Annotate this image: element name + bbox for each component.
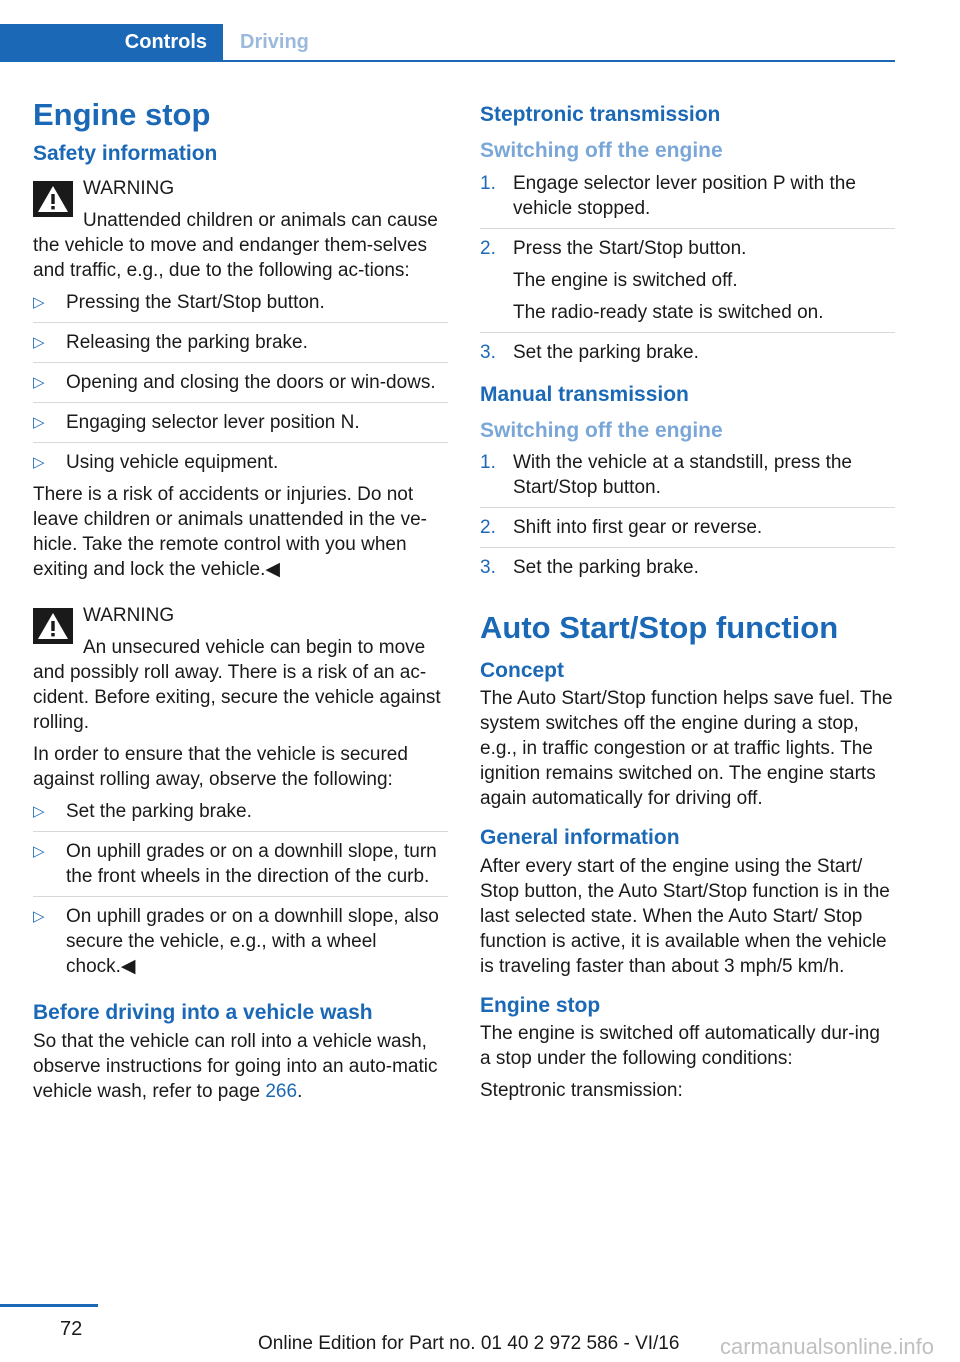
watermark: carmanualsonline.info bbox=[719, 1334, 934, 1359]
warning-text: An unsecured vehicle can begin to move and possibly roll away. There is a risk of an ac-cident. Before exiting, secure the vehicle against rolling. bbox=[33, 637, 441, 734]
warning-text: Unattended children or animals can cause the vehicle to move and endanger them-selves and traffic, e.g., due to the following ac-tions: bbox=[33, 210, 438, 282]
triangle-bullet-icon: ▷ bbox=[33, 374, 45, 392]
general-info-text: After every start of the engine using the Start/ Stop button, the Auto Start/Stop function is in the last selected state. When the Auto Start/ Stop function is active, it is available when the vehicle is traveling faster than about 3 mph/5 km/h. bbox=[480, 855, 890, 977]
right-column bbox=[480, 102, 895, 1103]
list-item: ▷ Pressing the Start/Stop button. bbox=[33, 290, 448, 323]
page-title: Engine stop bbox=[33, 97, 211, 132]
warning-triangle-icon bbox=[33, 181, 73, 217]
tab-controls[interactable]: Controls bbox=[0, 24, 223, 60]
page-number: 72 bbox=[60, 1318, 83, 1340]
list-item: 2. Shift into first gear or reverse. bbox=[480, 515, 895, 548]
list-item: ▷ Releasing the parking brake. bbox=[33, 330, 448, 363]
page-reference-link[interactable]: 266 bbox=[265, 1080, 298, 1102]
triangle-bullet-icon: ▷ bbox=[33, 294, 45, 312]
warning-block-2 bbox=[33, 602, 448, 735]
warning-list-2 bbox=[33, 799, 448, 986]
list-item: ▷ On uphill grades or on a downhill slope, also secure the vehicle, e.g., with a wheel chock.◀ bbox=[33, 906, 439, 978]
left-column bbox=[33, 96, 448, 1104]
list-item: 3. Set the parking brake. bbox=[480, 341, 699, 363]
triangle-bullet-icon: ▷ bbox=[33, 334, 45, 352]
triangle-bullet-icon: ▷ bbox=[33, 908, 45, 926]
list-item: 3. Set the parking brake. bbox=[480, 557, 699, 578]
concept-text: The Auto Start/Stop function helps save fuel. The system switches off the engine during a stop, e.g., in traffic congestion or at traffic lights. The ignition remains switched on. The engine starts again automatically for driving off. bbox=[480, 688, 893, 810]
auto-start-stop-title: Auto Start/Stop function bbox=[480, 610, 839, 645]
general-info-heading: General information bbox=[480, 826, 680, 850]
list-item: 2. Press the Start/Stop button. The engine is switched off. The radio-ready state is switched on. bbox=[480, 236, 895, 333]
triangle-bullet-icon: ▷ bbox=[33, 414, 45, 432]
list-item: ▷ On uphill grades or on a downhill slope, turn the front wheels in the direction of the curb. bbox=[33, 839, 448, 897]
triangle-bullet-icon: ▷ bbox=[33, 454, 45, 472]
warning-consequence: There is a risk of accidents or injuries. Do not leave children or animals unattended in the ve-hicle. Take the remote control with you when exiting and lock the vehicle.◀ bbox=[33, 484, 427, 581]
engine-stop-text: The engine is switched off automatically dur-ing a stop under the following conditions: bbox=[480, 1022, 880, 1069]
manual-heading: Manual transmission bbox=[480, 382, 689, 406]
warning-instructions: In order to ensure that the vehicle is secured against rolling away, observe the following: bbox=[33, 744, 408, 791]
safety-heading: Safety information bbox=[33, 142, 218, 166]
warning-list-1 bbox=[33, 290, 448, 475]
triangle-bullet-icon: ▷ bbox=[33, 803, 45, 821]
list-item: 1. Engage selector lever position P with the vehicle stopped. bbox=[480, 171, 895, 229]
switch-off-heading-2: Switching off the engine bbox=[480, 418, 723, 442]
edition-text: Online Edition for Part no. 01 40 2 972 586 - VI/16 bbox=[258, 1333, 680, 1354]
list-item: ▷ Opening and closing the doors or win-dows. bbox=[33, 370, 448, 403]
vehicle-wash-text: So that the vehicle can roll into a vehicle wash, observe instructions for going into an auto-matic vehicle wash, refer to page 266. bbox=[33, 1030, 438, 1102]
list-item: 1. With the vehicle at a standstill, press the Start/Stop button. bbox=[480, 450, 895, 508]
warning-block-1 bbox=[33, 175, 448, 283]
switch-off-heading: Switching off the engine bbox=[480, 139, 723, 163]
vehicle-wash-heading: Before driving into a vehicle wash bbox=[33, 1001, 373, 1025]
list-item: ▷ Set the parking brake. bbox=[33, 799, 448, 832]
warning-label: WARNING bbox=[83, 605, 175, 627]
footer-rule bbox=[0, 1304, 98, 1307]
list-item: ▷ Engaging selector lever position N. bbox=[33, 410, 448, 443]
warning-label: WARNING bbox=[83, 178, 175, 200]
triangle-bullet-icon: ▷ bbox=[33, 843, 45, 861]
list-item: ▷ Using vehicle equipment. bbox=[33, 452, 279, 474]
manual-steps bbox=[480, 450, 895, 587]
steptronic-steps bbox=[480, 171, 895, 372]
warning-triangle-icon bbox=[33, 608, 73, 644]
steptronic-subheading: Steptronic transmission: bbox=[480, 1079, 683, 1101]
concept-heading: Concept bbox=[480, 659, 564, 683]
engine-stop-heading: Engine stop bbox=[480, 993, 601, 1017]
steptronic-heading: Steptronic transmission bbox=[480, 103, 721, 126]
section-tabbar bbox=[0, 24, 895, 62]
tab-driving[interactable]: Driving bbox=[240, 30, 309, 53]
